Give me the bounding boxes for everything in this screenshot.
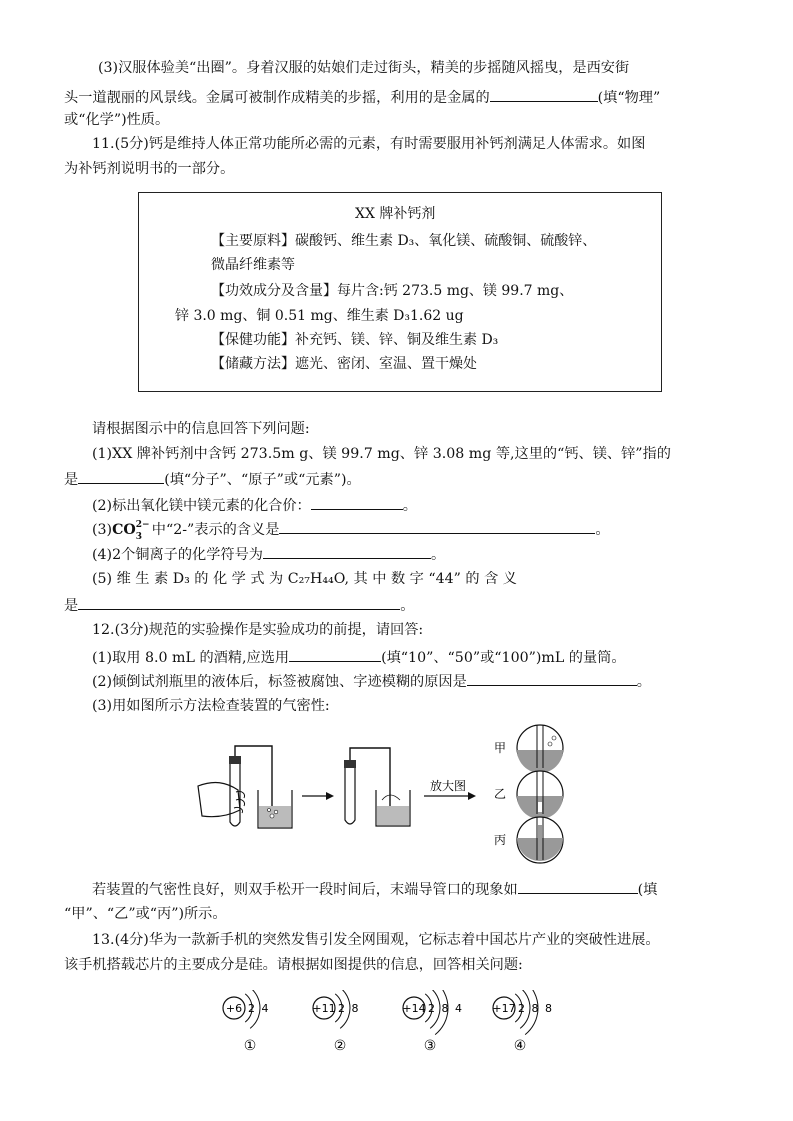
atom-structure-diagrams bbox=[220, 990, 560, 1060]
q11-p2 bbox=[92, 494, 417, 516]
q11-p3-text: 中“2-”表示的含义是 bbox=[151, 522, 280, 538]
q11-p2-text: (2)标出氧化镁中镁元素的化合价： bbox=[92, 498, 311, 514]
answer-blank[interactable] bbox=[78, 468, 164, 484]
answer-blank[interactable] bbox=[311, 494, 403, 510]
atom-diagram bbox=[492, 990, 553, 1054]
q12-after-text: 若装置的气密性良好，则双手松开一段时间后，末端导管口的现象如 bbox=[92, 882, 518, 898]
view-bing bbox=[494, 817, 563, 863]
q10-3-line2-tail: (填“物理” bbox=[597, 90, 661, 106]
svg-text:甲: 甲 bbox=[494, 741, 507, 755]
answer-blank[interactable] bbox=[518, 878, 638, 894]
q12-after-tail: (填 bbox=[637, 882, 658, 898]
atom-diagram bbox=[223, 990, 270, 1054]
atom-diagrams-svg bbox=[220, 990, 560, 1060]
svg-text:乙: 乙 bbox=[494, 787, 507, 801]
q10-3-line2-text: 头一道靓丽的风景线。金属可被制作成精美的步摇，利用的是金属的 bbox=[64, 90, 490, 106]
q12-after-line2: “甲”、“乙”或“丙”)所示。 bbox=[64, 906, 227, 922]
atom-label: ③ bbox=[423, 1038, 437, 1054]
q12-stem: 12.(3分)规范的实验操作是实验成功的前提，请回答: bbox=[92, 622, 424, 638]
q11-p3-post: 。 bbox=[595, 522, 610, 538]
answer-blank[interactable] bbox=[78, 594, 400, 610]
label-title: XX 牌补钙剂 bbox=[355, 206, 436, 222]
q11-p5-line1: (5) 维 生 素 D₃ 的 化 学 式 为 C₂₇H₄₄O, 其 中 数 字 “44” 的 含 义 bbox=[92, 571, 517, 587]
nucleus-charge: +17 bbox=[492, 1002, 516, 1015]
q11-p4 bbox=[92, 543, 445, 565]
nucleus-charge: +14 bbox=[402, 1002, 426, 1015]
label-row-ingredients: 【主要原料】碳酸钙、维生素 D₃、氧化镁、硫酸铜、硫酸锌、 bbox=[211, 233, 597, 249]
q12-p1-post: (填“10”、“50”或“100”)mL 的量筒。 bbox=[381, 650, 626, 666]
q12-p3: (3)用如图所示方法检查装置的气密性: bbox=[92, 698, 330, 714]
label-row-function: 【保健功能】补充钙、镁、锌、铜及维生素 D₃ bbox=[211, 332, 499, 348]
q10-3-line1: (3)汉服体验美“出圈”。身着汉服的姑娘们走过街头，精美的步摇随风摇曳，是西安街 bbox=[98, 60, 630, 76]
q11-stem-1: 11.(5分)钙是维持人体正常功能所必需的元素，有时需要服用补钙剂满足人体需求。如图 bbox=[92, 136, 646, 152]
q11-p1-line1: (1)XX 牌补钙剂中含钙 273.5m g、镁 99.7 mg、锌 3.08 mg 等,这里的“钙、镁、锌”指的 bbox=[92, 446, 671, 462]
q11-intro: 请根据图示中的信息回答下列问题: bbox=[92, 421, 310, 437]
stopper bbox=[229, 756, 241, 764]
enlarge-label: 放大图 bbox=[430, 779, 467, 793]
q12-p2-post: 。 bbox=[636, 674, 651, 690]
carbonate-ion-symbol: CO bbox=[112, 522, 136, 538]
label-row-content: 【功效成分及含量】每片含:钙 273.5 mg、镁 99.7 mg、 bbox=[211, 283, 574, 299]
q11-stem-2: 为补钙剂说明书的一部分。 bbox=[64, 161, 235, 177]
nucleus-charge: +6 bbox=[225, 1002, 243, 1015]
atom-diagram bbox=[312, 990, 360, 1054]
q11-p4-post: 。 bbox=[431, 547, 446, 563]
q10-3-line2 bbox=[64, 86, 660, 108]
q13-stem-2: 该手机搭载芯片的主要成分是硅。请根据如图提供的信息，回答相关问题: bbox=[64, 957, 523, 973]
q11-p5-line2 bbox=[64, 594, 414, 616]
nucleus-charge: +11 bbox=[312, 1002, 336, 1015]
q12-p1 bbox=[92, 646, 626, 668]
view-jia bbox=[494, 725, 563, 773]
label-row-content-cont: 锌 3.0 mg、铜 0.51 mg、维生素 D₃1.62 ug bbox=[175, 308, 464, 324]
label-row-storage: 【储藏方法】遮光、密闭、室温、置干燥处 bbox=[211, 356, 477, 372]
q11-p5-post: 。 bbox=[400, 598, 415, 614]
answer-blank[interactable] bbox=[490, 86, 598, 102]
view-yi bbox=[494, 771, 563, 819]
atom-label: ② bbox=[333, 1038, 347, 1054]
water bbox=[259, 806, 291, 827]
q11-p3 bbox=[92, 518, 610, 540]
q12-p2 bbox=[92, 670, 651, 692]
atom-label: ① bbox=[243, 1038, 257, 1054]
svg-text:丙: 丙 bbox=[494, 833, 507, 847]
electron-counts: 2 4 bbox=[248, 1002, 270, 1015]
ion-charge: 2− bbox=[135, 520, 150, 530]
electron-counts: 2 8 4 bbox=[428, 1002, 464, 1015]
q11-p1-pre: 是 bbox=[64, 472, 79, 488]
q11-p4-text: (4)2个铜离子的化学符号为 bbox=[92, 547, 263, 563]
answer-blank[interactable] bbox=[279, 518, 595, 534]
electron-counts: 2 8 8 bbox=[518, 1002, 554, 1015]
answer-blank[interactable] bbox=[263, 543, 431, 559]
electron-counts: 2 8 bbox=[338, 1002, 360, 1015]
q11-p3-pre: (3) bbox=[92, 522, 113, 538]
q11-p1-line2 bbox=[64, 468, 361, 490]
q10-3-line3: 或“化学”)性质。 bbox=[64, 112, 170, 128]
q11-p1-post: (填“分子”、“原子”或“元素”)。 bbox=[164, 472, 361, 488]
atom-label: ④ bbox=[513, 1038, 527, 1054]
q12-p1-text: (1)取用 8.0 mL 的酒精,应选用 bbox=[92, 650, 290, 666]
label-row-ingredients-cont: 微晶纤维素等 bbox=[211, 257, 295, 273]
q11-p2-post: 。 bbox=[402, 498, 417, 514]
ion-subscript: 3 bbox=[135, 532, 143, 542]
hand-icon bbox=[198, 783, 240, 817]
atom-diagram bbox=[402, 990, 463, 1054]
q12-after-line1 bbox=[92, 878, 657, 900]
supplement-label-box bbox=[138, 192, 662, 392]
airtightness-figure bbox=[196, 720, 576, 870]
q11-p5-pre: 是 bbox=[64, 598, 79, 614]
q12-p2-text: (2)倾倒试剂瓶里的液体后，标签被腐蚀、字迹模糊的原因是 bbox=[92, 674, 467, 690]
answer-blank[interactable] bbox=[289, 646, 381, 662]
answer-blank[interactable] bbox=[467, 670, 637, 686]
q13-stem-1: 13.(4分)华为一款新手机的突然发售引发全网围观，它标志着中国芯片产业的突破性进展。 bbox=[92, 932, 660, 948]
